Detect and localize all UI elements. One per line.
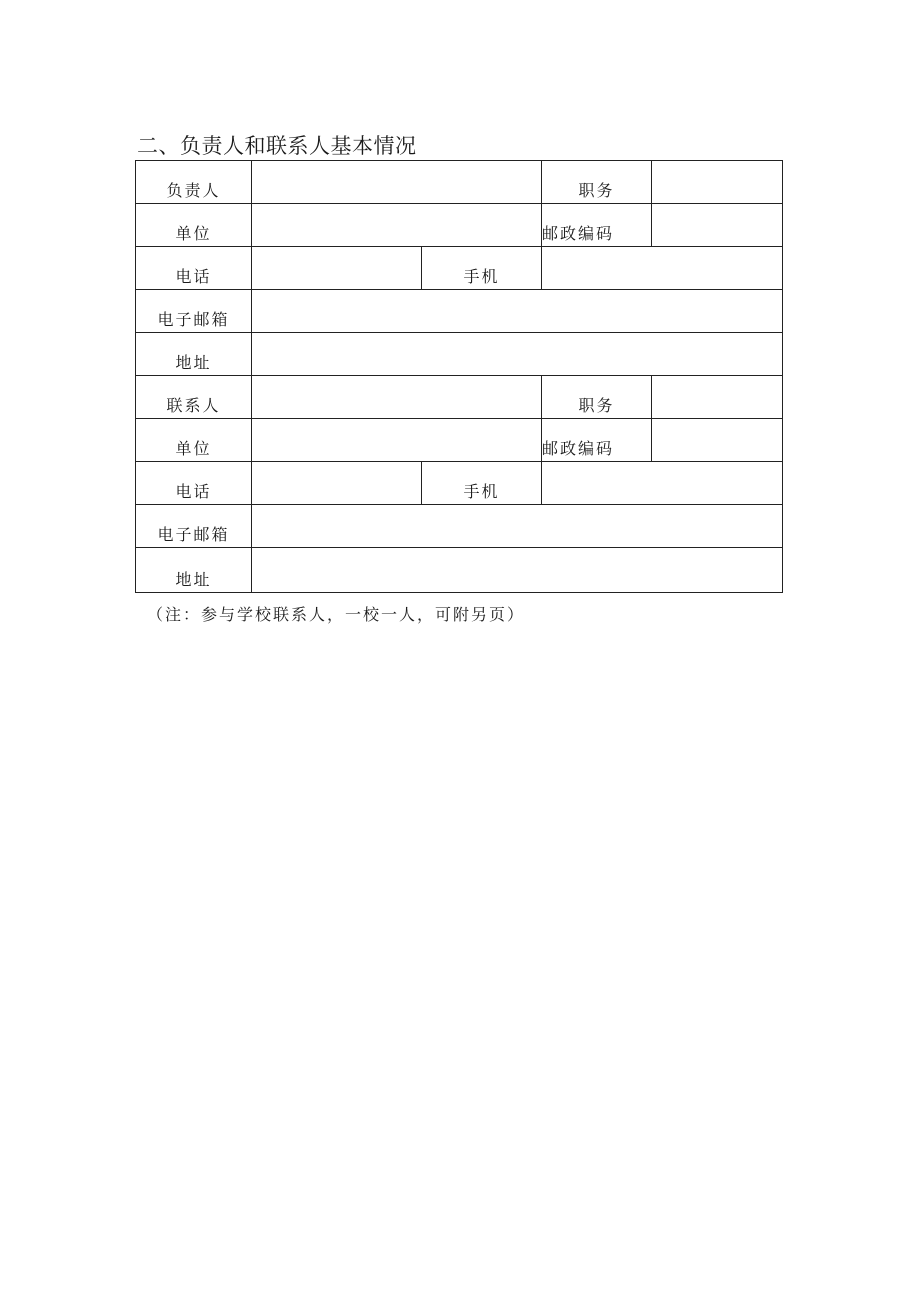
contact-phone-field[interactable] — [252, 462, 422, 505]
responsible-postal-label: 邮政编码 — [542, 204, 652, 247]
responsible-phone-field[interactable] — [252, 247, 422, 290]
responsible-phone-label: 电话 — [136, 247, 252, 290]
contact-email-label: 电子邮箱 — [136, 505, 252, 548]
responsible-mobile-field[interactable] — [542, 247, 783, 290]
responsible-name-label: 负责人 — [136, 161, 252, 204]
contact-address-label: 地址 — [136, 548, 252, 593]
contact-unit-row — [136, 419, 783, 462]
responsible-position-field[interactable] — [652, 161, 783, 204]
contact-mobile-field[interactable] — [542, 462, 783, 505]
contact-name-row — [136, 376, 783, 419]
contact-unit-field[interactable] — [252, 419, 542, 462]
contact-postal-field[interactable] — [652, 419, 783, 462]
contact-postal-label: 邮政编码 — [542, 419, 652, 462]
responsible-phone-row — [136, 247, 783, 290]
contact-email-field[interactable] — [252, 505, 783, 548]
contact-info-table — [135, 160, 783, 593]
contact-unit-label: 单位 — [136, 419, 252, 462]
contact-position-label: 职务 — [542, 376, 652, 419]
responsible-unit-field[interactable] — [252, 204, 542, 247]
responsible-name-row — [136, 161, 783, 204]
responsible-email-row — [136, 290, 783, 333]
contact-address-row — [136, 548, 783, 593]
contact-email-row — [136, 505, 783, 548]
contact-phone-row — [136, 462, 783, 505]
responsible-address-label: 地址 — [136, 333, 252, 376]
contact-name-field[interactable] — [252, 376, 542, 419]
contact-address-field[interactable] — [252, 548, 783, 593]
responsible-email-label: 电子邮箱 — [136, 290, 252, 333]
responsible-unit-label: 单位 — [136, 204, 252, 247]
contact-mobile-label: 手机 — [422, 462, 542, 505]
responsible-postal-field[interactable] — [652, 204, 783, 247]
contact-name-label: 联系人 — [136, 376, 252, 419]
section-title: 二、负责人和联系人基本情况 — [137, 134, 417, 158]
responsible-email-field[interactable] — [252, 290, 783, 333]
contact-phone-label: 电话 — [136, 462, 252, 505]
responsible-position-label: 职务 — [542, 161, 652, 204]
responsible-unit-row — [136, 204, 783, 247]
contact-position-field[interactable] — [652, 376, 783, 419]
responsible-name-field[interactable] — [252, 161, 542, 204]
responsible-mobile-label: 手机 — [422, 247, 542, 290]
responsible-address-row — [136, 333, 783, 376]
footnote: （注：参与学校联系人，一校一人，可附另页） — [147, 605, 526, 624]
responsible-address-field[interactable] — [252, 333, 783, 376]
